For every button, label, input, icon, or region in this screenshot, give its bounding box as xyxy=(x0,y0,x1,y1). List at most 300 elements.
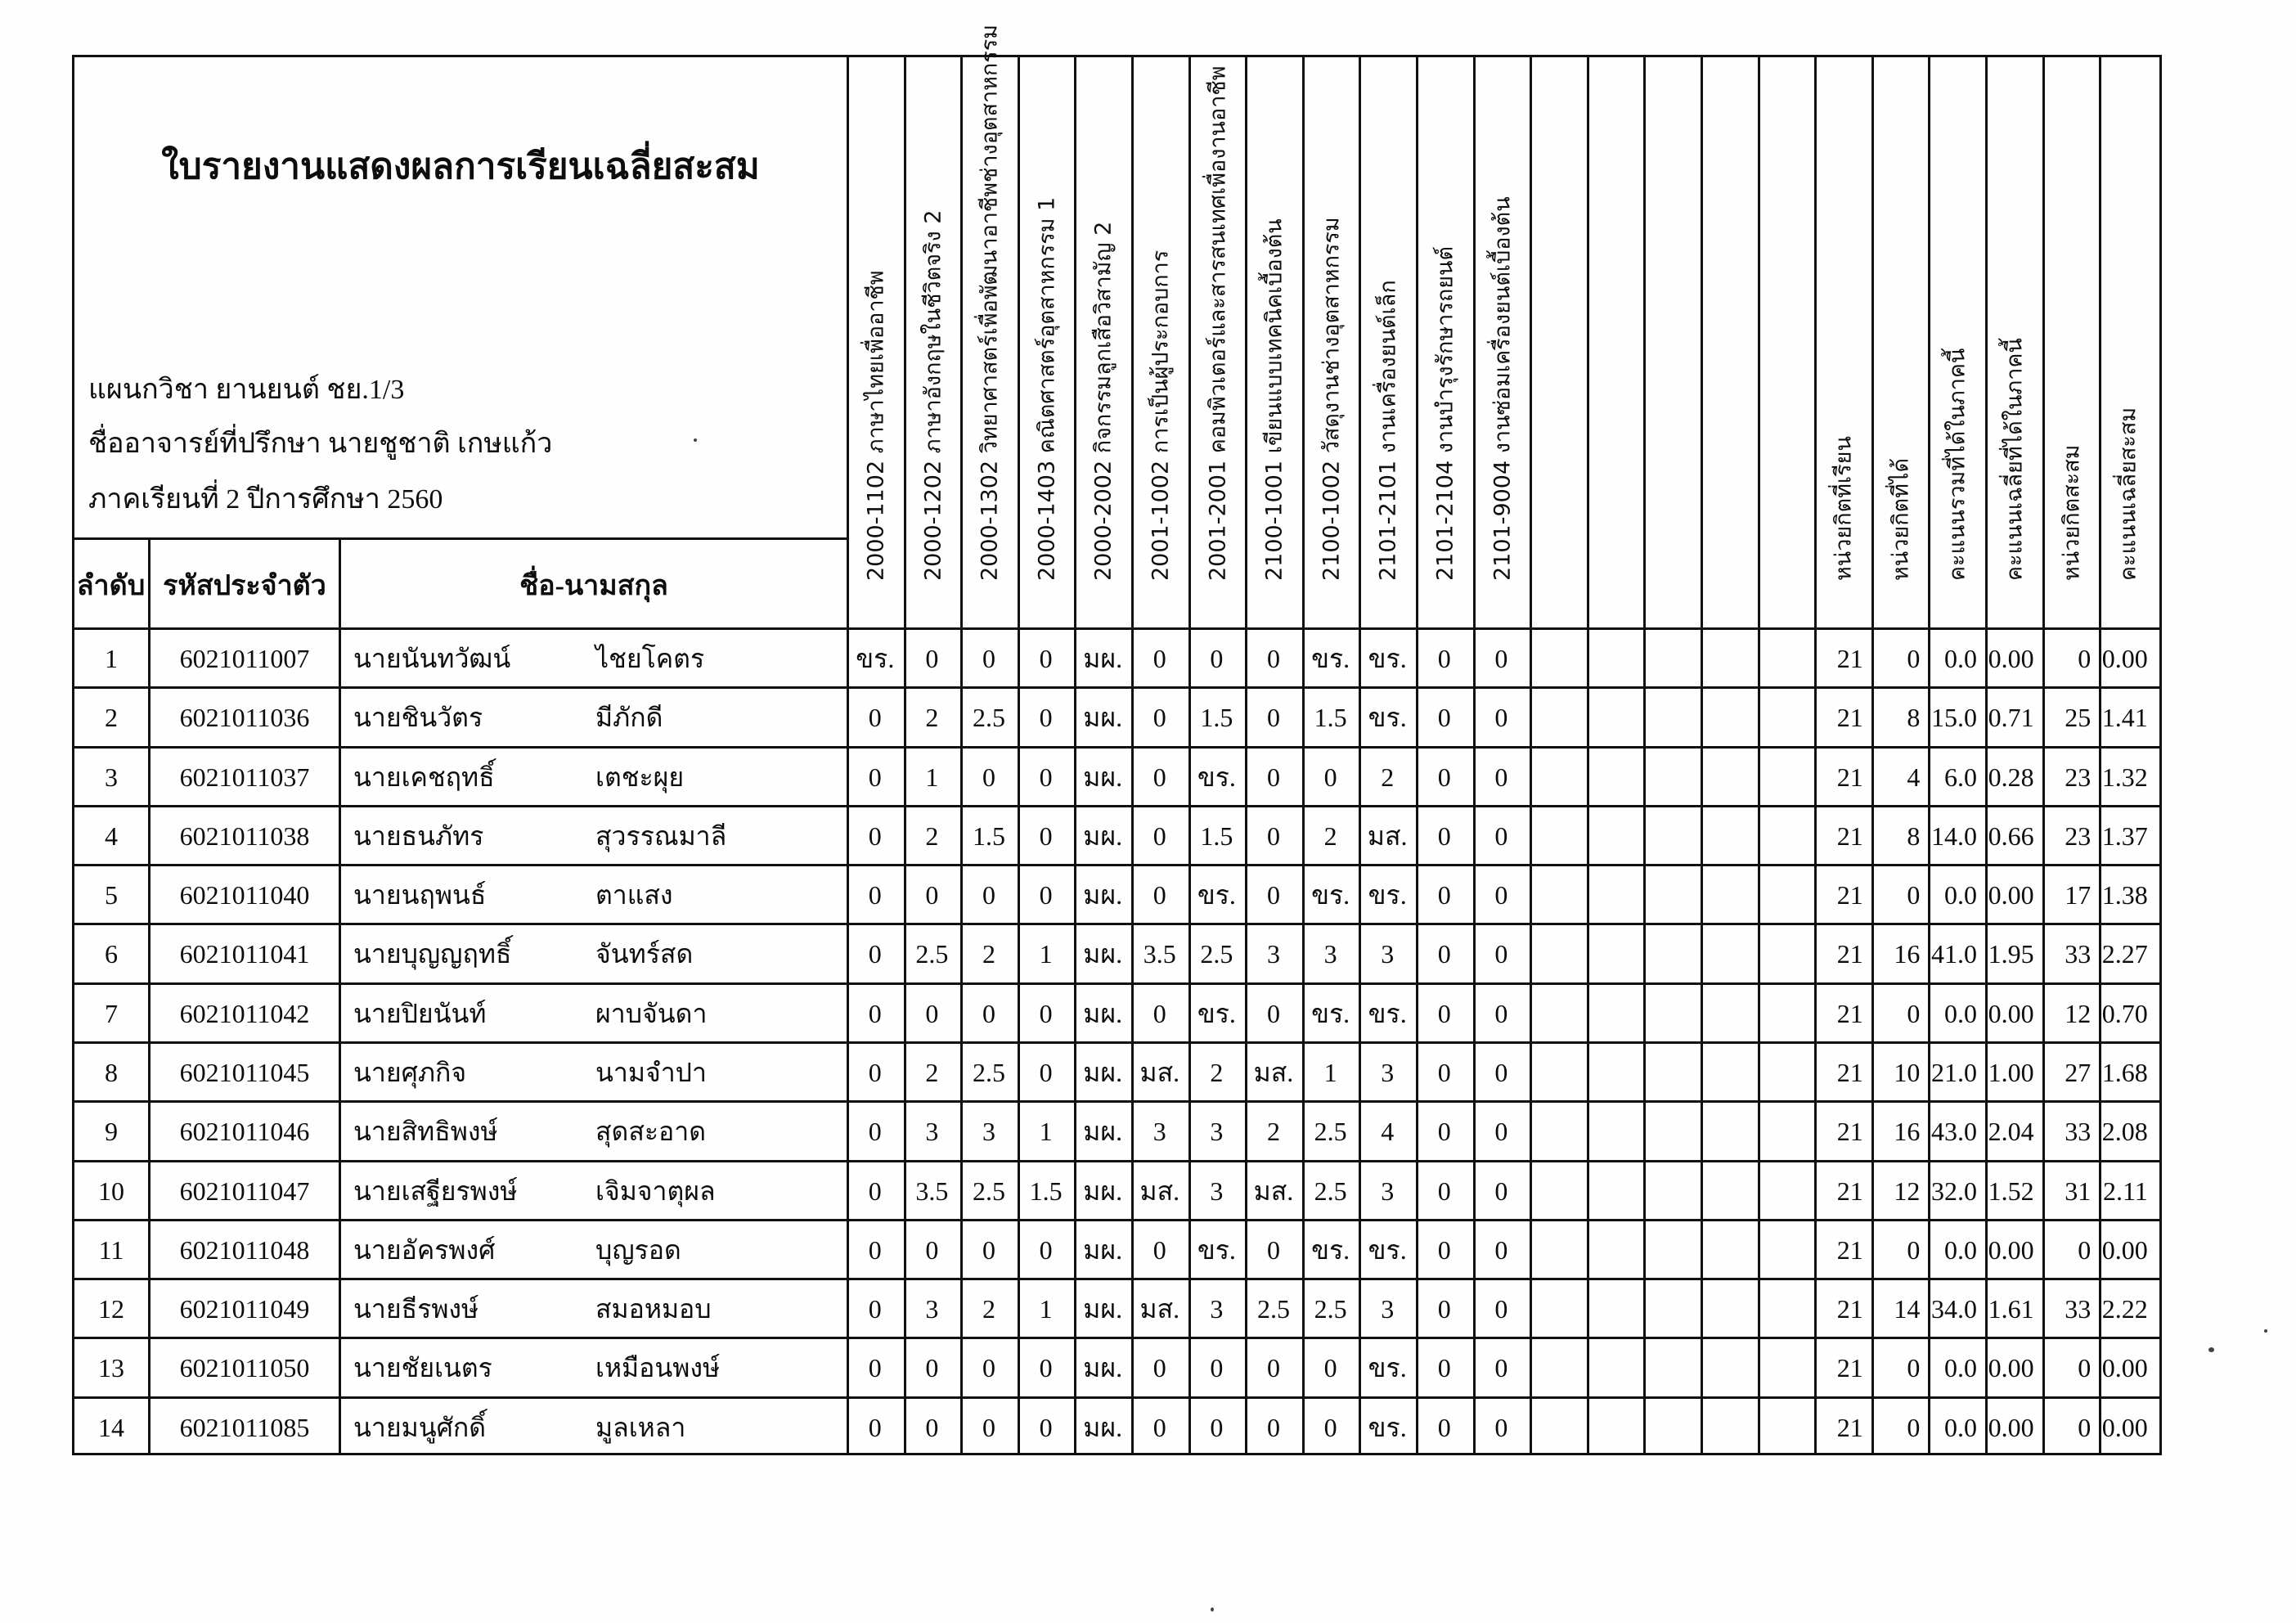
header-label: 2101-9004 งานซ่อมเครื่องยนต์เบื้องต้น xyxy=(1489,196,1516,581)
last-name: สมอหมอบ xyxy=(595,1294,712,1324)
grade-cell: มส. xyxy=(1253,1176,1294,1206)
summary-cell: 21 xyxy=(1836,1176,1863,1206)
summary-cell: 2.08 xyxy=(2101,1117,2148,1147)
header-student-id: รหัสประจำตัว xyxy=(163,571,326,601)
student-id: 6021011040 xyxy=(179,880,310,910)
grade-cell: 0 xyxy=(1152,820,1166,851)
summary-cell: 0.00 xyxy=(2101,644,2148,673)
grade-cell: 2.5 xyxy=(1314,1117,1347,1147)
grade-cell: 0 xyxy=(1039,998,1053,1028)
grade-cell: 0 xyxy=(1266,703,1280,733)
grade-cell: 3 xyxy=(1381,939,1395,969)
grade-cell: มผ. xyxy=(1083,880,1123,910)
grade-cell: 0 xyxy=(1039,1353,1053,1383)
grade-cell: ขร. xyxy=(1368,1412,1407,1442)
grade-cell: 0 xyxy=(1437,998,1451,1028)
summary-cell: 0.00 xyxy=(1988,644,2034,673)
grade-cell: มส. xyxy=(1367,820,1408,851)
order-number: 2 xyxy=(105,703,118,733)
grade-cell: 1.5 xyxy=(1200,703,1233,733)
grade-cell: มผ. xyxy=(1083,703,1123,733)
grade-cell: มผ. xyxy=(1083,820,1123,851)
summary-cell: 1.52 xyxy=(1988,1176,2034,1206)
grade-cell: 0 xyxy=(1210,644,1224,673)
header-summary-2 xyxy=(1871,55,1929,627)
grade-cell: 2.5 xyxy=(972,703,1005,733)
grade-cell: 1 xyxy=(1039,1294,1053,1324)
summary-cell: 0.70 xyxy=(2101,998,2148,1028)
summary-cell: 0 xyxy=(2078,1353,2092,1383)
first-name: นายบุญญฤทธิ์ xyxy=(353,939,512,969)
order-number: 10 xyxy=(98,1176,124,1206)
header-subject-5 xyxy=(1074,55,1131,627)
summary-cell: 0.00 xyxy=(2101,1353,2148,1383)
header-label: 2101-2101 งานเครื่องยนต์เล็ก xyxy=(1375,280,1401,581)
summary-cell: 0 xyxy=(1907,1234,1921,1265)
last-name: สุดสะอาด xyxy=(595,1117,706,1147)
grade-cell: มส. xyxy=(1139,1294,1180,1324)
summary-cell: 1.61 xyxy=(1988,1294,2034,1324)
summary-cell: 10 xyxy=(1894,1058,1921,1087)
header-subject-17 xyxy=(1758,55,1815,627)
grade-cell: 0 xyxy=(1039,880,1053,910)
summary-cell: 0.66 xyxy=(1988,820,2034,851)
first-name: นายมนูศักดิ์ xyxy=(353,1412,487,1442)
grade-cell: ขร. xyxy=(1368,1234,1407,1265)
grade-cell: 0 xyxy=(1323,762,1337,792)
header-subject-6 xyxy=(1131,55,1188,627)
grade-cell: มผ. xyxy=(1083,1294,1123,1324)
summary-cell: 0.00 xyxy=(1988,1353,2034,1383)
summary-cell: 0.00 xyxy=(2101,1234,2148,1265)
first-name: นายชัยเนตร xyxy=(353,1353,492,1383)
grade-cell: 0 xyxy=(1152,1353,1166,1383)
grade-cell: 3 xyxy=(925,1294,939,1324)
first-name: นายเสฐียรพงษ์ xyxy=(353,1176,518,1206)
summary-cell: 2.11 xyxy=(2102,1176,2148,1206)
summary-cell: 12 xyxy=(1894,1176,1921,1206)
header-order: ลำดับ xyxy=(76,571,146,601)
grade-cell: 3 xyxy=(1323,939,1337,969)
grade-cell: 2 xyxy=(925,703,939,733)
first-name: นายสิทธิพงษ์ xyxy=(353,1117,498,1147)
grade-cell: 2 xyxy=(982,939,995,969)
student-id: 6021011046 xyxy=(179,1117,310,1147)
grade-cell: 0 xyxy=(925,644,939,673)
header-name: ชื่อ-นามสกุล xyxy=(519,571,668,601)
grade-cell: 0 xyxy=(1152,703,1166,733)
grade-cell: ขร. xyxy=(1197,880,1236,910)
grade-cell: 0 xyxy=(1210,1412,1224,1442)
order-number: 11 xyxy=(98,1234,124,1265)
summary-cell: 21 xyxy=(1836,1234,1863,1265)
header-subject-10 xyxy=(1359,55,1416,627)
grade-cell: 0 xyxy=(1494,880,1508,910)
summary-cell: 0.00 xyxy=(2101,1412,2148,1442)
column-divider xyxy=(339,537,341,1455)
semester-line: ภาคเรียนที่ 2 ปีการศึกษา 2560 xyxy=(88,484,443,515)
grade-cell: 0 xyxy=(1437,762,1451,792)
header-label: คะแนนเฉลี่ยสะสม xyxy=(2115,407,2141,581)
summary-cell: 27 xyxy=(2065,1058,2092,1087)
grade-cell: 2.5 xyxy=(1314,1294,1347,1324)
grade-cell: 0 xyxy=(925,1353,939,1383)
grade-cell: 0 xyxy=(982,880,995,910)
grade-cell: 0 xyxy=(1437,644,1451,673)
grade-cell: มส. xyxy=(1253,1058,1294,1087)
summary-cell: 23 xyxy=(2065,820,2092,851)
grade-cell: 0 xyxy=(868,880,882,910)
grade-cell: 2.5 xyxy=(915,939,949,969)
grade-cell: 0 xyxy=(1152,644,1166,673)
grade-cell: 4 xyxy=(1381,1117,1395,1147)
header-subject-8 xyxy=(1245,55,1302,627)
header-subject-12 xyxy=(1473,55,1530,627)
summary-cell: 25 xyxy=(2065,703,2092,733)
grade-cell: 0 xyxy=(1152,880,1166,910)
order-number: 4 xyxy=(105,820,118,851)
summary-cell: 21 xyxy=(1836,1058,1863,1087)
grade-cell: 3 xyxy=(1210,1176,1224,1206)
grade-cell: ขร. xyxy=(1368,703,1407,733)
last-name: เหมือนพงษ์ xyxy=(595,1353,721,1383)
last-name: มูลเหลา xyxy=(595,1412,686,1442)
grade-cell: 0 xyxy=(868,1176,882,1206)
order-number: 8 xyxy=(105,1058,118,1087)
summary-cell: 21 xyxy=(1836,1412,1863,1442)
grade-cell: ขร. xyxy=(1197,762,1236,792)
department-line: แผนกวิชา ยานยนต์ ชย.1/3 xyxy=(88,375,405,405)
header-summary-3 xyxy=(1928,55,1985,627)
grade-cell: มผ. xyxy=(1083,762,1123,792)
first-name: นายธีรพงษ์ xyxy=(353,1294,479,1324)
header-subject-1 xyxy=(847,55,904,627)
order-number: 9 xyxy=(105,1117,118,1147)
grade-cell: 0 xyxy=(1266,820,1280,851)
grade-cell: 0 xyxy=(1266,644,1280,673)
summary-cell: 21.0 xyxy=(1930,1058,1977,1087)
row-divider xyxy=(72,537,849,540)
grade-cell: 2.5 xyxy=(1256,1294,1290,1324)
student-id: 6021011041 xyxy=(179,939,310,969)
order-number: 7 xyxy=(105,998,118,1028)
header-label: คะแนนรวมที่ได้ในภาคนี้ xyxy=(1944,348,1970,581)
grade-cell: 0 xyxy=(1494,1353,1508,1383)
summary-cell: 8 xyxy=(1907,703,1921,733)
header-subject-11 xyxy=(1416,55,1473,627)
summary-cell: 0 xyxy=(1907,1353,1921,1383)
header-summary-1 xyxy=(1814,55,1871,627)
grade-cell: 0 xyxy=(1152,1234,1166,1265)
grade-cell: ขร. xyxy=(1311,998,1350,1028)
grade-cell: 0 xyxy=(1039,1058,1053,1087)
summary-cell: 33 xyxy=(2065,1294,2092,1324)
summary-cell: 34.0 xyxy=(1930,1294,1977,1324)
grade-cell: 0 xyxy=(1039,820,1053,851)
header-label: หน่วยกิตที่เรียน xyxy=(1831,436,1857,581)
last-name: มีภักดี xyxy=(595,703,663,733)
grade-cell: มผ. xyxy=(1083,998,1123,1028)
summary-cell: 0.00 xyxy=(1988,1412,2034,1442)
header-label: หน่วยกิตที่ได้ xyxy=(1888,457,1914,581)
grade-cell: 3 xyxy=(925,1117,939,1147)
grade-cell: 1.5 xyxy=(1029,1176,1063,1206)
grade-cell: 0 xyxy=(868,1234,882,1265)
grade-cell: 0 xyxy=(1437,880,1451,910)
first-name: นายเคชฤทธิ์ xyxy=(353,762,495,792)
first-name: นายธนภัทร xyxy=(353,820,484,851)
summary-cell: 41.0 xyxy=(1930,939,1977,969)
grade-cell: 0 xyxy=(1266,1412,1280,1442)
summary-cell: 33 xyxy=(2065,939,2092,969)
summary-cell: 0.71 xyxy=(1988,703,2034,733)
grade-cell: 3 xyxy=(1210,1117,1224,1147)
first-name: นายนฤพนธ์ xyxy=(353,880,487,910)
summary-cell: 21 xyxy=(1836,1117,1863,1147)
student-id: 6021011007 xyxy=(179,644,310,673)
grade-cell: 2 xyxy=(1323,820,1337,851)
summary-cell: 0.00 xyxy=(1988,998,2034,1028)
grade-cell: 0 xyxy=(1494,1176,1508,1206)
grade-cell: 0 xyxy=(1039,762,1053,792)
student-id: 6021011036 xyxy=(179,703,310,733)
grade-cell: ขร. xyxy=(1311,880,1350,910)
grade-cell: มส. xyxy=(1139,1176,1180,1206)
grade-cell: 0 xyxy=(982,762,995,792)
last-name: นามจำปา xyxy=(595,1058,707,1087)
student-id: 6021011085 xyxy=(179,1412,310,1442)
grade-cell: 0 xyxy=(982,1353,995,1383)
grade-cell: 0 xyxy=(1494,762,1508,792)
grade-cell: ขร. xyxy=(1311,1234,1350,1265)
grade-cell: 0 xyxy=(868,1117,882,1147)
grade-cell: มส. xyxy=(1139,1058,1180,1087)
grade-cell: 0 xyxy=(1039,703,1053,733)
summary-cell: 1.37 xyxy=(2101,820,2148,851)
summary-cell: 15.0 xyxy=(1930,703,1977,733)
grade-cell: 2 xyxy=(1381,762,1395,792)
grade-cell: 0 xyxy=(925,1234,939,1265)
grade-cell: 1 xyxy=(1039,939,1053,969)
last-name: สุวรรณมาลี xyxy=(595,820,727,851)
header-subject-2 xyxy=(904,55,961,627)
grade-cell: 2.5 xyxy=(972,1176,1005,1206)
header-label: หน่วยกิตสะสม xyxy=(2059,444,2085,581)
grade-cell: 3 xyxy=(1381,1176,1395,1206)
header-label: 2000-2002 กิจกรรมลูกเสือวิสามัญ 2 xyxy=(1090,221,1117,581)
summary-cell: 0.00 xyxy=(1988,880,2034,910)
grade-cell: 0 xyxy=(1437,939,1451,969)
summary-cell: 32.0 xyxy=(1930,1176,1977,1206)
summary-cell: 31 xyxy=(2065,1176,2092,1206)
grade-cell: 2 xyxy=(1266,1117,1280,1147)
order-number: 5 xyxy=(105,880,118,910)
grade-cell: มผ. xyxy=(1083,1412,1123,1442)
summary-cell: 0 xyxy=(2078,1234,2092,1265)
order-number: 12 xyxy=(98,1294,124,1324)
summary-cell: 8 xyxy=(1907,820,1921,851)
grade-cell: 0 xyxy=(1437,1294,1451,1324)
last-name: เจิมจาตุผล xyxy=(595,1176,716,1206)
column-divider xyxy=(1530,55,1532,1455)
summary-cell: 2.04 xyxy=(1988,1117,2034,1147)
summary-cell: 2.27 xyxy=(2101,939,2148,969)
grade-cell: 0 xyxy=(1494,939,1508,969)
summary-cell: 21 xyxy=(1836,939,1863,969)
summary-cell: 0.0 xyxy=(1943,1353,1977,1383)
column-divider xyxy=(1643,55,1646,1455)
grade-cell: 0 xyxy=(1437,1176,1451,1206)
summary-cell: 0.0 xyxy=(1943,1412,1977,1442)
header-subject-3 xyxy=(960,24,1018,627)
grade-cell: 0 xyxy=(868,1294,882,1324)
last-name: เตชะผุย xyxy=(595,762,685,792)
grade-cell: 0 xyxy=(1494,644,1508,673)
grade-cell: 0 xyxy=(1494,1058,1508,1087)
student-id: 6021011047 xyxy=(179,1176,310,1206)
summary-cell: 21 xyxy=(1836,1353,1863,1383)
summary-cell: 0.0 xyxy=(1943,644,1977,673)
summary-cell: 16 xyxy=(1894,1117,1921,1147)
grade-cell: 3.5 xyxy=(1143,939,1176,969)
summary-cell: 21 xyxy=(1836,1294,1863,1324)
scan-speck xyxy=(694,438,697,442)
last-name: ผาบจันดา xyxy=(595,998,708,1028)
grade-cell: 1.5 xyxy=(1200,820,1233,851)
grade-cell: 0 xyxy=(1039,1412,1053,1442)
grade-cell: 3 xyxy=(1266,939,1280,969)
grade-cell: 0 xyxy=(1152,762,1166,792)
grade-cell: มผ. xyxy=(1083,1117,1123,1147)
grade-cell: 0 xyxy=(1210,1353,1224,1383)
header-label: คะแนนเฉลี่ยที่ได้ในภาคนี้ xyxy=(2002,338,2028,581)
header-subject-15 xyxy=(1643,55,1701,627)
grade-cell: 0 xyxy=(1437,820,1451,851)
summary-cell: 14 xyxy=(1894,1294,1921,1324)
grade-cell: 0 xyxy=(982,644,995,673)
last-name: ตาแสง xyxy=(595,880,673,910)
order-number: 3 xyxy=(105,762,118,792)
header-label: 2000-1102 ภาษาไทยเพื่ออาชีพ xyxy=(863,270,889,581)
summary-cell: 21 xyxy=(1836,703,1863,733)
grade-cell: 0 xyxy=(982,1412,995,1442)
student-id: 6021011037 xyxy=(179,762,310,792)
grade-cell: 0 xyxy=(1437,1412,1451,1442)
grade-cell: 0 xyxy=(925,998,939,1028)
summary-cell: 21 xyxy=(1836,880,1863,910)
grade-cell: 3.5 xyxy=(915,1176,949,1206)
grade-cell: 0 xyxy=(1039,1234,1053,1265)
grade-cell: 2.5 xyxy=(1314,1176,1347,1206)
summary-cell: 21 xyxy=(1836,762,1863,792)
column-divider xyxy=(1758,55,1760,1455)
grade-cell: 0 xyxy=(1437,703,1451,733)
summary-cell: 1.00 xyxy=(1988,1058,2034,1087)
order-number: 6 xyxy=(105,939,118,969)
first-name: นายนันทวัฒน์ xyxy=(353,644,511,673)
grade-cell: มผ. xyxy=(1083,939,1123,969)
grade-cell: 0 xyxy=(1494,1234,1508,1265)
summary-cell: 0.0 xyxy=(1943,998,1977,1028)
first-name: นายชินวัตร xyxy=(353,703,483,733)
grade-cell: 2 xyxy=(1210,1058,1224,1087)
header-summary-4 xyxy=(1985,55,2042,627)
grade-cell: ขร. xyxy=(1368,1353,1407,1383)
student-id: 6021011042 xyxy=(179,998,310,1028)
grade-cell: 0 xyxy=(1266,998,1280,1028)
grade-cell: มผ. xyxy=(1083,1058,1123,1087)
grade-cell: 0 xyxy=(1039,644,1053,673)
grade-cell: มผ. xyxy=(1083,1234,1123,1265)
header-subject-7 xyxy=(1188,55,1246,627)
summary-cell: 21 xyxy=(1836,644,1863,673)
header-label: 2000-1403 คณิตศาสตร์อุตสาหกรรม 1 xyxy=(1034,196,1060,581)
grade-cell: 3 xyxy=(1381,1294,1395,1324)
grade-cell: 1 xyxy=(925,762,939,792)
grade-cell: ขร. xyxy=(1368,644,1407,673)
summary-cell: 0 xyxy=(1907,880,1921,910)
summary-cell: 0.0 xyxy=(1943,880,1977,910)
summary-cell: 4 xyxy=(1907,762,1921,792)
grade-cell: 0 xyxy=(1494,703,1508,733)
summary-cell: 17 xyxy=(2065,880,2092,910)
header-label: 2100-1001 เขียนแบบเทคนิคเบื้องต้น xyxy=(1261,218,1287,581)
grade-cell: 0 xyxy=(925,1412,939,1442)
grade-cell: 0 xyxy=(982,998,995,1028)
grade-cell: 0 xyxy=(1494,820,1508,851)
grade-cell: 3 xyxy=(1210,1294,1224,1324)
column-divider xyxy=(1587,55,1589,1455)
summary-cell: 23 xyxy=(2065,762,2092,792)
grade-cell: 0 xyxy=(1494,998,1508,1028)
grade-cell: 0 xyxy=(1266,1234,1280,1265)
last-name: บุญรอด xyxy=(595,1234,681,1265)
summary-cell: 16 xyxy=(1894,939,1921,969)
header-label: 2001-2001 คอมพิวเตอร์และสารสนเทศเพื่องานอาชีพ xyxy=(1205,65,1231,581)
summary-cell: 21 xyxy=(1836,820,1863,851)
scan-speck xyxy=(2264,1329,2267,1333)
summary-cell: 0 xyxy=(1907,644,1921,673)
grade-cell: 0 xyxy=(1266,880,1280,910)
student-id: 6021011049 xyxy=(179,1294,310,1324)
scan-speck xyxy=(1211,1607,1214,1612)
first-name: นายอัครพงศ์ xyxy=(353,1234,496,1265)
student-id: 6021011045 xyxy=(179,1058,310,1087)
grade-cell: 1.5 xyxy=(972,820,1005,851)
summary-cell: 0 xyxy=(2078,644,2092,673)
summary-cell: 1.68 xyxy=(2101,1058,2148,1087)
grade-cell: 0 xyxy=(925,880,939,910)
summary-cell: 6.0 xyxy=(1943,762,1977,792)
grade-cell: 0 xyxy=(868,820,882,851)
grade-cell: 2.5 xyxy=(972,1058,1005,1087)
grade-cell: 0 xyxy=(1437,1117,1451,1147)
grade-cell: 0 xyxy=(1437,1353,1451,1383)
summary-cell: 43.0 xyxy=(1930,1117,1977,1147)
grade-cell: 0 xyxy=(1152,1412,1166,1442)
grade-cell: ขร. xyxy=(856,644,895,673)
scan-speck xyxy=(2208,1347,2214,1352)
summary-cell: 1.38 xyxy=(2101,880,2148,910)
summary-cell: 0.0 xyxy=(1943,1234,1977,1265)
grade-cell: 3 xyxy=(1152,1117,1166,1147)
grade-cell: 2 xyxy=(925,820,939,851)
grade-cell: 3 xyxy=(982,1117,995,1147)
summary-cell: 0 xyxy=(1907,1412,1921,1442)
grade-cell: 1 xyxy=(1039,1117,1053,1147)
summary-cell: 14.0 xyxy=(1930,820,1977,851)
grade-cell: 0 xyxy=(1266,762,1280,792)
